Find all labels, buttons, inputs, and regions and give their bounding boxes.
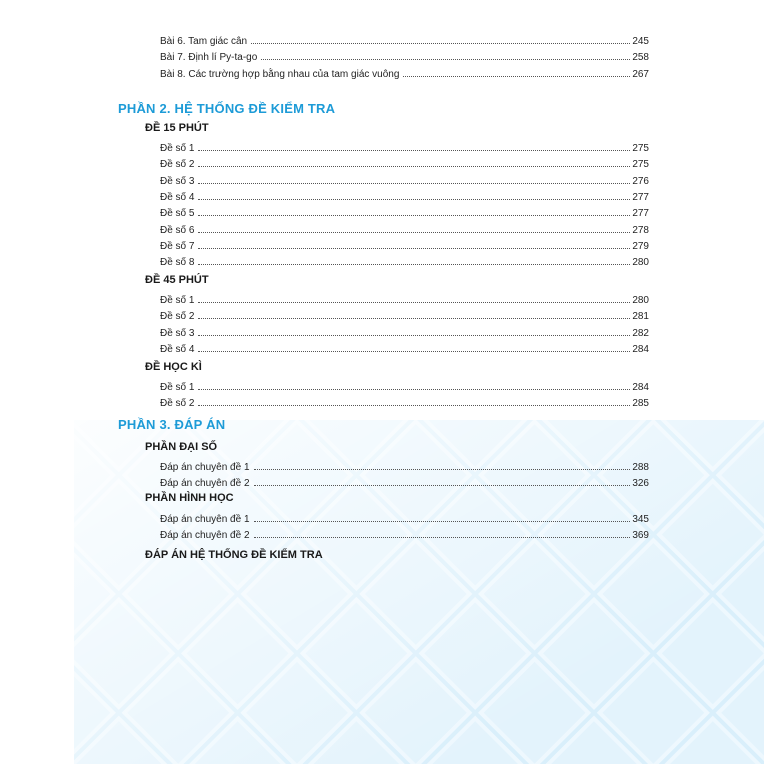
toc-entry-page-number: 258: [632, 52, 649, 64]
group-title: ĐỀ 45 PHÚT: [145, 274, 209, 286]
toc-entry-page-number: 276: [632, 175, 649, 187]
dot-leader: [261, 58, 630, 60]
toc-entry-page-number: 284: [632, 343, 649, 355]
dot-leader: [254, 468, 631, 470]
toc-entry-page-number: 275: [632, 159, 649, 171]
toc-entry[interactable]: [160, 459, 649, 473]
dot-leader: [198, 350, 630, 352]
group-title: PHẦN HÌNH HỌC: [145, 492, 234, 504]
toc-entry-label: Đề số 4: [160, 191, 195, 203]
toc-entry-page-number: 278: [632, 224, 649, 236]
toc-entry-page-number: 245: [632, 36, 649, 47]
dot-leader: [198, 301, 630, 303]
toc-entry-label: Đáp án chuyên đề 2: [160, 478, 250, 490]
toc-entry-label: Đề số 7: [160, 240, 195, 252]
dot-leader: [198, 214, 630, 216]
toc-entry-page-number: 282: [632, 327, 649, 339]
dot-leader: [198, 388, 630, 390]
toc-entry-label: Đề số 3: [160, 327, 195, 339]
toc-entry[interactable]: [160, 66, 649, 80]
dot-leader: [198, 317, 630, 319]
dot-leader: [251, 42, 630, 44]
toc-entry[interactable]: [160, 49, 649, 63]
dot-leader: [254, 536, 631, 538]
toc-entry-page-number: 277: [632, 191, 649, 203]
dot-leader: [198, 231, 630, 233]
part-title: PHẦN 2. HỆ THỐNG ĐỀ KIỂM TRA: [118, 101, 336, 116]
dot-leader: [254, 520, 631, 522]
toc-entry-page-number: 280: [632, 257, 649, 269]
dot-leader: [198, 149, 630, 151]
toc-entry-label: Đề số 6: [160, 224, 195, 236]
toc-entry-label: Đề số 3: [160, 175, 195, 187]
toc-entry[interactable]: [160, 527, 649, 541]
dot-leader: [198, 198, 630, 200]
toc-entry-page-number: 267: [632, 68, 649, 80]
toc-entry-page-number: 277: [632, 208, 649, 220]
toc-entry[interactable]: [160, 173, 649, 187]
group-title: ĐỀ HỌC KÌ: [145, 361, 202, 373]
dot-leader: [198, 182, 630, 184]
group-title: ĐÁP ÁN HỆ THỐNG ĐỀ KIỂM TRA: [145, 549, 323, 561]
toc-entry[interactable]: [160, 511, 649, 525]
toc-entry-page-number: 281: [632, 311, 649, 323]
dot-leader: [198, 165, 630, 167]
toc-entry-page-number: 275: [632, 143, 649, 154]
part-title: PHẦN 3. ĐÁP ÁN: [118, 417, 226, 432]
toc-entry[interactable]: [160, 341, 649, 355]
dot-leader: [403, 75, 630, 77]
toc-entry[interactable]: [160, 33, 649, 47]
toc-entry-label: Đề số 1: [160, 295, 195, 306]
toc-entry-label: Đề số 8: [160, 257, 195, 269]
toc-entry-page-number: 280: [632, 295, 649, 306]
toc-entry-label: Bài 8. Các trường hợp bằng nhau của tam giác vuông: [160, 68, 400, 80]
toc-entry-page-number: 279: [632, 240, 649, 252]
toc-entry[interactable]: [160, 238, 649, 252]
dot-leader: [198, 263, 630, 265]
toc-entry-page-number: 285: [632, 398, 649, 410]
toc-entry-label: Đáp án chuyên đề 2: [160, 530, 250, 542]
toc-entry-label: Đề số 1: [160, 143, 195, 154]
toc-entry-page-number: 288: [632, 462, 649, 473]
toc-entry[interactable]: [160, 205, 649, 219]
toc-entry-page-number: 284: [632, 382, 649, 393]
toc-entry[interactable]: [160, 254, 649, 268]
toc-entry-label: Đề số 2: [160, 311, 195, 323]
toc-entry-page-number: 369: [632, 530, 649, 542]
toc-entry[interactable]: [160, 222, 649, 236]
toc-entry[interactable]: [160, 325, 649, 339]
toc-entry-label: Đáp án chuyên đề 1: [160, 462, 250, 473]
toc-entry[interactable]: [160, 292, 649, 306]
dot-leader: [254, 484, 631, 486]
toc-entry-label: Đề số 1: [160, 382, 195, 393]
toc-entry[interactable]: [160, 189, 649, 203]
toc-entry-label: Bài 7. Định lí Py-ta-go: [160, 52, 258, 64]
toc-entry-page-number: 326: [632, 478, 649, 490]
group-title: ĐỀ 15 PHÚT: [145, 122, 209, 134]
dot-leader: [198, 404, 630, 406]
toc-entry-label: Đề số 2: [160, 159, 195, 171]
toc-entry[interactable]: [160, 308, 649, 322]
toc-entry[interactable]: [160, 379, 649, 393]
dot-leader: [198, 247, 630, 249]
toc-entry[interactable]: [160, 140, 649, 154]
toc-entry-label: Đề số 5: [160, 208, 195, 220]
dot-leader: [198, 334, 630, 336]
toc-entry[interactable]: [160, 475, 649, 489]
toc-entry-page-number: 345: [632, 514, 649, 525]
toc-entry-label: Đáp án chuyên đề 1: [160, 514, 250, 525]
group-title: PHẦN ĐẠI SỐ: [145, 441, 218, 453]
toc-entry-label: Đề số 4: [160, 343, 195, 355]
toc-entry[interactable]: [160, 395, 649, 409]
toc-entry-label: Đề số 2: [160, 398, 195, 410]
toc-entry[interactable]: [160, 156, 649, 170]
toc-entry-label: Bài 6. Tam giác cân: [160, 36, 248, 47]
